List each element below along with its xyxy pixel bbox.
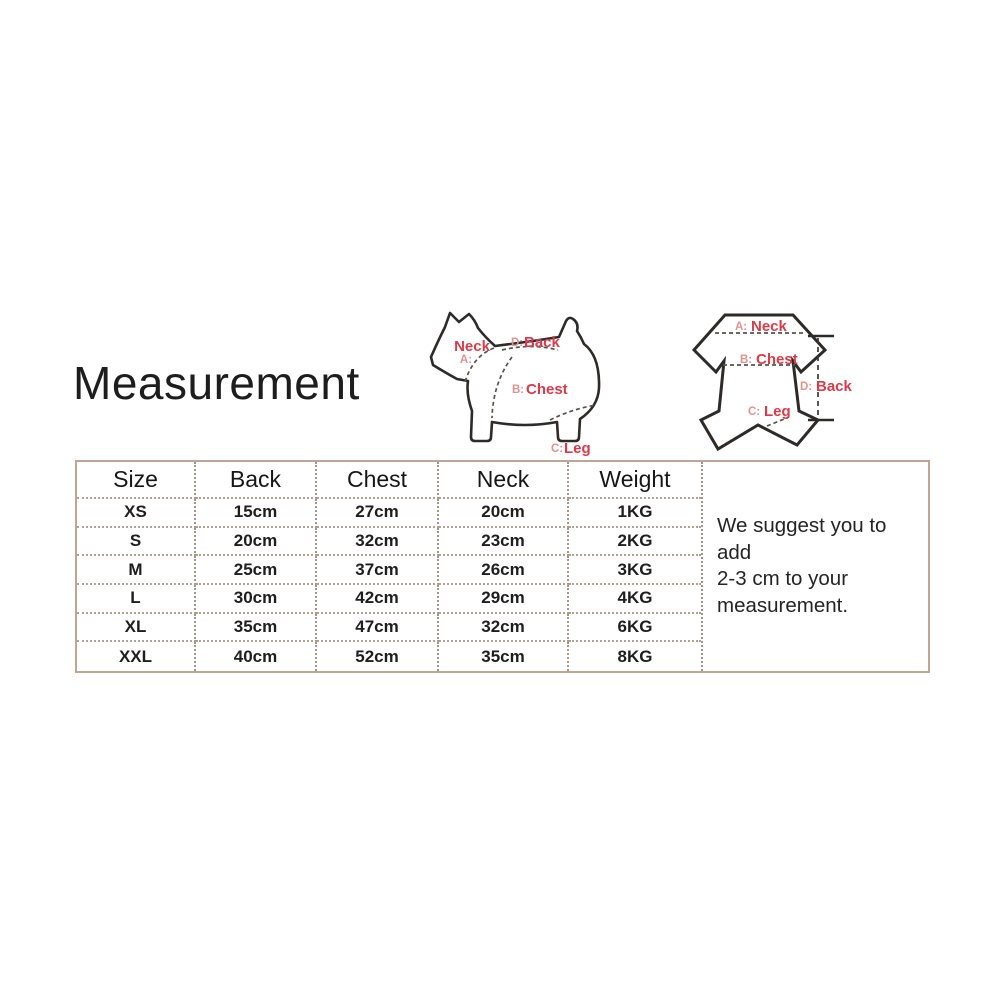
table-cell: 32cm [439,614,569,643]
table-cell: XS [77,499,196,528]
note-line: 2-3 cm to your [717,567,849,591]
table-cell: XXL [77,642,196,671]
table-cell: 35cm [439,642,569,671]
table-cell: 8KG [617,646,653,666]
header-weight: Weight [569,462,701,499]
dog-neck-prefix: A: [459,354,473,366]
dog-outline-drawing [431,313,599,441]
table-cell: 26cm [439,556,569,585]
table-cell: 4KG [569,585,701,614]
garment-leg-prefix: C: [748,406,761,418]
table-cell: L [77,585,196,614]
garment-chest-prefix: B: [740,354,753,366]
dog-back-label: Back [524,334,560,351]
table-cell: 3KG [569,556,701,585]
note-line: We suggest you to add [717,514,887,564]
dog-chest-label: Chest [526,381,568,398]
page-title: Measurement [73,357,360,409]
header-chest: Chest [317,462,439,499]
table-cell: 52cm [317,642,439,671]
note-line: measurement. [717,594,849,618]
table-cell: 32cm [317,528,439,557]
table-cell: 47cm [317,614,439,643]
garment-back-prefix: D: [800,381,813,393]
dog-leg-label: Leg [564,440,591,457]
table-cell: 1KG [569,499,701,528]
dog-leg-prefix: C: [551,443,564,455]
table-cell: 30cm [196,585,317,614]
garment-chest-label: Chest [756,351,798,368]
dog-chest-prefix: B: [512,384,525,396]
header-size: Size [77,462,196,499]
header-neck: Neck [439,462,569,499]
table-cell: 35cm [196,614,317,643]
header-back: Back [196,462,317,499]
table-cell: 23cm [439,528,569,557]
dog-neck-label: Neck [454,338,490,355]
table-cell: 40cm [196,642,317,671]
garment-back-label: Back [816,378,852,395]
table-cell: S [77,528,196,557]
table-cell: M [77,556,196,585]
table-cell: 15cm [196,499,317,528]
table-cell: 42cm [317,585,439,614]
garment-leg-label: Leg [764,403,791,420]
table-cell: 27cm [317,499,439,528]
table-cell: 37cm [317,556,439,585]
garment-neck-label: Neck [751,318,787,335]
garment-neck-prefix: A: [735,321,748,333]
table-cell: XL [77,614,196,643]
table-cell: 20cm [439,499,569,528]
table-cell: 2KG [569,528,701,557]
table-cell: 29cm [439,585,569,614]
size-table [75,460,930,673]
dog-back-prefix: D: [511,337,524,349]
table-cell: 20cm [196,528,317,557]
table-cell: 6KG [569,614,701,643]
table-cell: 25cm [196,556,317,585]
garment-diagram [685,293,860,468]
dog-diagram [428,293,618,468]
measurement-note [701,462,928,671]
